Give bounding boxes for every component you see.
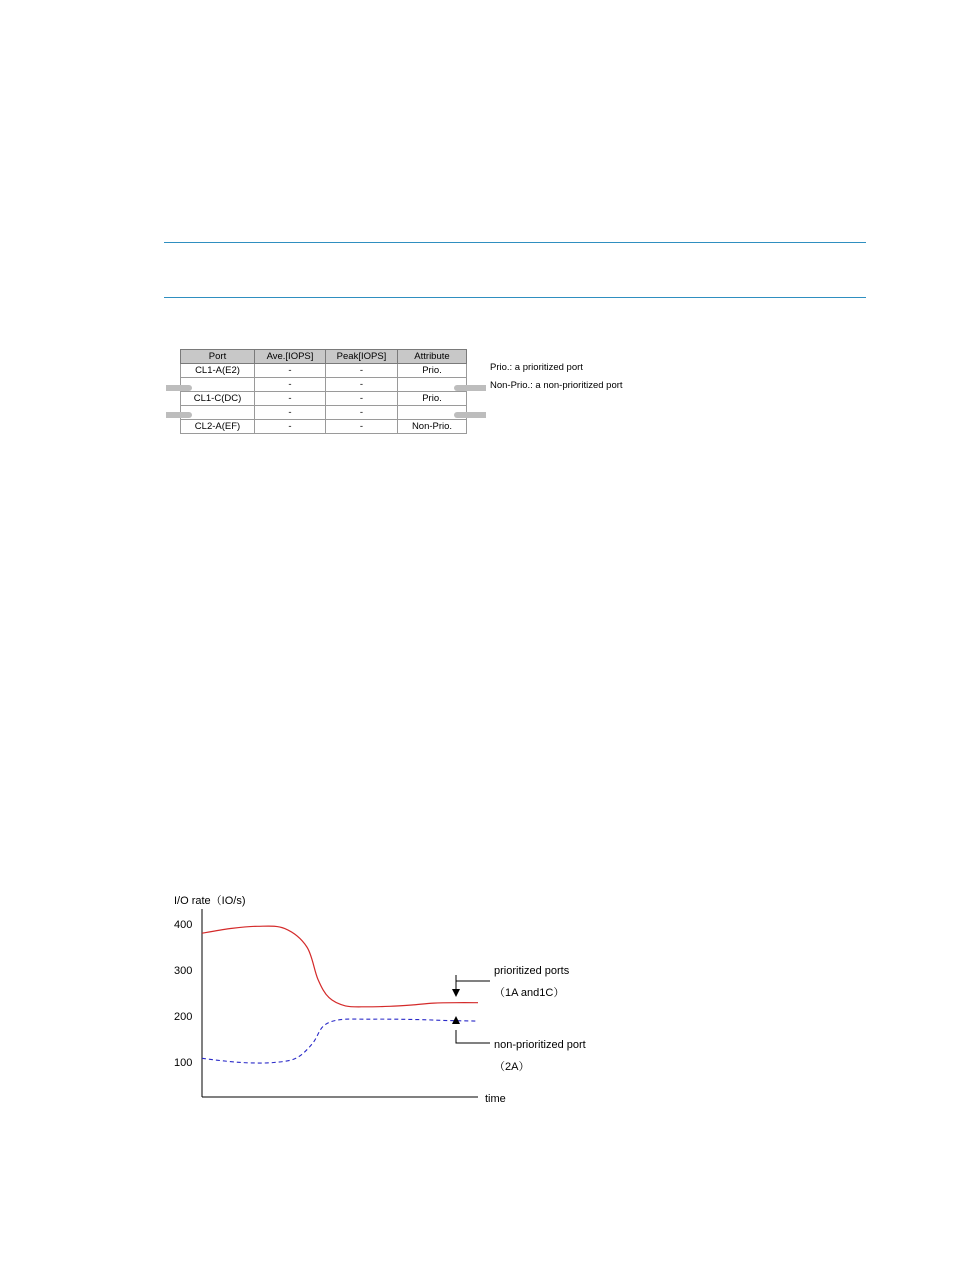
cell-peak: - [326, 378, 398, 392]
y-tick-label: 400 [174, 919, 193, 931]
annotation-prioritized [452, 965, 570, 999]
annotation-prioritized-line1: prioritized ports [494, 965, 570, 977]
header-port: Port [181, 350, 255, 364]
annotation-nonprioritized-line2: （2A） [494, 1061, 530, 1073]
cell-ave: - [255, 420, 326, 434]
attribute-legend [490, 359, 623, 395]
tear-mark-left-1 [166, 385, 192, 391]
cell-ave: - [255, 392, 326, 406]
cell-port: CL1-A(E2) [181, 364, 255, 378]
cell-attribute: Prio. [398, 392, 467, 406]
tear-mark-left-2 [166, 412, 192, 418]
io-rate-chart [160, 885, 620, 1115]
annotation-nonprioritized-line1: non-prioritized port [494, 1039, 586, 1051]
annotation-nonprioritized-arrowhead [452, 1016, 460, 1024]
cell-ave: - [255, 364, 326, 378]
y-tick-label: 300 [174, 965, 193, 977]
cell-port: CL2-A(EF) [181, 420, 255, 434]
series-prioritized-line [202, 926, 478, 1007]
cell-attribute: Prio. [398, 364, 467, 378]
table-row [181, 406, 467, 420]
table-row [181, 364, 467, 378]
annotation-prioritized-arrowhead [452, 989, 460, 997]
cell-peak: - [326, 406, 398, 420]
y-tick-label: 100 [174, 1057, 193, 1069]
cell-peak: - [326, 364, 398, 378]
header-peak: Peak[IOPS] [326, 350, 398, 364]
divider-bottom [164, 297, 866, 298]
header-attribute: Attribute [398, 350, 467, 364]
cell-attribute: Non-Prio. [398, 420, 467, 434]
cell-peak: - [326, 420, 398, 434]
legend-nonprio: Non-Prio.: a non-prioritized port [490, 380, 623, 391]
port-table [180, 349, 467, 434]
divider-top [164, 242, 866, 243]
annotation-nonprioritized [452, 1016, 586, 1073]
port-table-figure [166, 348, 486, 438]
port-table-header-row [181, 350, 467, 364]
legend-prio: Prio.: a prioritized port [490, 362, 583, 373]
table-row [181, 392, 467, 406]
chart-xlabel: time [485, 1093, 506, 1105]
table-row [181, 378, 467, 392]
annotation-prioritized-leader [456, 975, 490, 981]
y-tick-labels [174, 919, 192, 1069]
annotation-nonprioritized-leader [456, 1030, 490, 1043]
cell-ave: - [255, 406, 326, 420]
tear-mark-right-1 [454, 385, 486, 391]
series-nonprioritized-line [202, 1019, 478, 1063]
table-row [181, 420, 467, 434]
cell-peak: - [326, 392, 398, 406]
tear-mark-right-2 [454, 412, 486, 418]
annotation-prioritized-line2: （1A and1C） [494, 987, 565, 999]
cell-port: CL1-C(DC) [181, 392, 255, 406]
chart-ylabel: I/O rate（IO/s) [174, 895, 246, 907]
header-ave: Ave.[IOPS] [255, 350, 326, 364]
cell-ave: - [255, 378, 326, 392]
y-tick-label: 200 [174, 1011, 193, 1023]
